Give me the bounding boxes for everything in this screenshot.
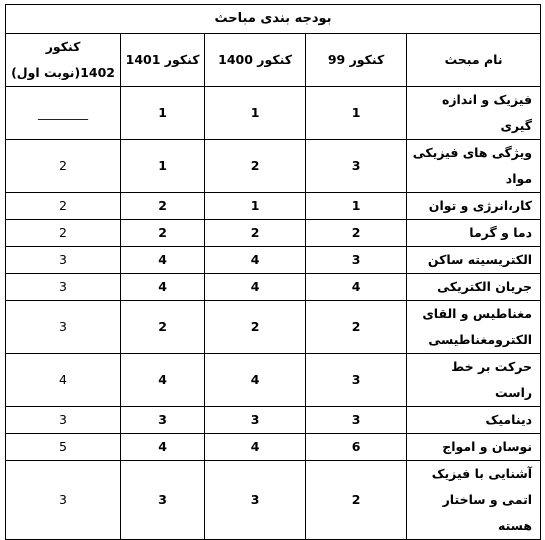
- header-topic: نام مبحث: [407, 34, 541, 87]
- value-cell: 4: [205, 354, 306, 407]
- value-cell: 4: [121, 354, 205, 407]
- header-konkur-1402: کنکور 1402(نوبت اول): [6, 34, 121, 87]
- table-row: [6, 274, 541, 301]
- value-cell: 4: [205, 274, 306, 301]
- value-cell: ________: [6, 87, 121, 140]
- topic-cell: کار،انرژی و توان: [407, 193, 541, 220]
- value-cell: 2: [6, 140, 121, 193]
- topic-cell: حرکت بر خط راست: [407, 354, 541, 407]
- value-cell: 1: [121, 87, 205, 140]
- value-cell: 3: [6, 407, 121, 434]
- table-row: [6, 87, 541, 140]
- topic-cell: ویژگی های فیزیکی مواد: [407, 140, 541, 193]
- table-row: [6, 461, 541, 540]
- value-cell: 3: [121, 407, 205, 434]
- value-cell: 4: [121, 274, 205, 301]
- topic-cell: جریان الکتریکی: [407, 274, 541, 301]
- header-konkur-1400: کنکور 1400: [205, 34, 306, 87]
- value-cell: 1: [306, 87, 407, 140]
- value-cell: 3: [6, 461, 121, 540]
- value-cell: 2: [306, 301, 407, 354]
- value-cell: 4: [6, 354, 121, 407]
- table-row: [6, 301, 541, 354]
- header-konkur-99: کنکور 99: [306, 34, 407, 87]
- value-cell: 2: [6, 193, 121, 220]
- value-cell: 2: [205, 301, 306, 354]
- value-cell: 1: [205, 193, 306, 220]
- value-cell: 1: [205, 87, 306, 140]
- topic-budget-table: [5, 4, 541, 540]
- value-cell: 2: [205, 220, 306, 247]
- budget-table-container: [5, 4, 541, 540]
- table-row: [6, 354, 541, 407]
- table-row: [6, 434, 541, 461]
- value-cell: 3: [306, 354, 407, 407]
- table-title: بودجه بندی مباحث: [6, 5, 541, 34]
- value-cell: 3: [6, 247, 121, 274]
- value-cell: 4: [205, 434, 306, 461]
- value-cell: 3: [121, 461, 205, 540]
- value-cell: 6: [306, 434, 407, 461]
- value-cell: 3: [6, 301, 121, 354]
- header-row: [6, 34, 541, 87]
- value-cell: 4: [306, 274, 407, 301]
- table-row: [6, 407, 541, 434]
- value-cell: 5: [6, 434, 121, 461]
- table-row: [6, 140, 541, 193]
- table-row: [6, 220, 541, 247]
- topic-cell: دما و گرما: [407, 220, 541, 247]
- value-cell: 2: [121, 220, 205, 247]
- value-cell: 2: [205, 140, 306, 193]
- value-cell: 2: [121, 301, 205, 354]
- value-cell: 3: [306, 140, 407, 193]
- value-cell: 3: [306, 407, 407, 434]
- value-cell: 4: [205, 247, 306, 274]
- value-cell: 3: [6, 274, 121, 301]
- value-cell: 3: [205, 407, 306, 434]
- topic-cell: آشنایی با فیزیک اتمی و ساختار هسته: [407, 461, 541, 540]
- title-row: [6, 5, 541, 34]
- value-cell: 1: [121, 140, 205, 193]
- topic-cell: دینامیک: [407, 407, 541, 434]
- value-cell: 2: [6, 220, 121, 247]
- value-cell: 2: [306, 220, 407, 247]
- value-cell: 4: [121, 247, 205, 274]
- header-konkur-1401: کنکور 1401: [121, 34, 205, 87]
- value-cell: 2: [121, 193, 205, 220]
- table-row: [6, 247, 541, 274]
- topic-cell: الکتریسیته ساکن: [407, 247, 541, 274]
- topic-cell: فیزیک و اندازه گیری: [407, 87, 541, 140]
- value-cell: 3: [205, 461, 306, 540]
- value-cell: 2: [306, 461, 407, 540]
- topic-cell: مغناطیس و القای الکترومغناطیسی: [407, 301, 541, 354]
- topic-cell: نوسان و امواج: [407, 434, 541, 461]
- table-row: [6, 193, 541, 220]
- value-cell: 1: [306, 193, 407, 220]
- value-cell: 3: [306, 247, 407, 274]
- value-cell: 4: [121, 434, 205, 461]
